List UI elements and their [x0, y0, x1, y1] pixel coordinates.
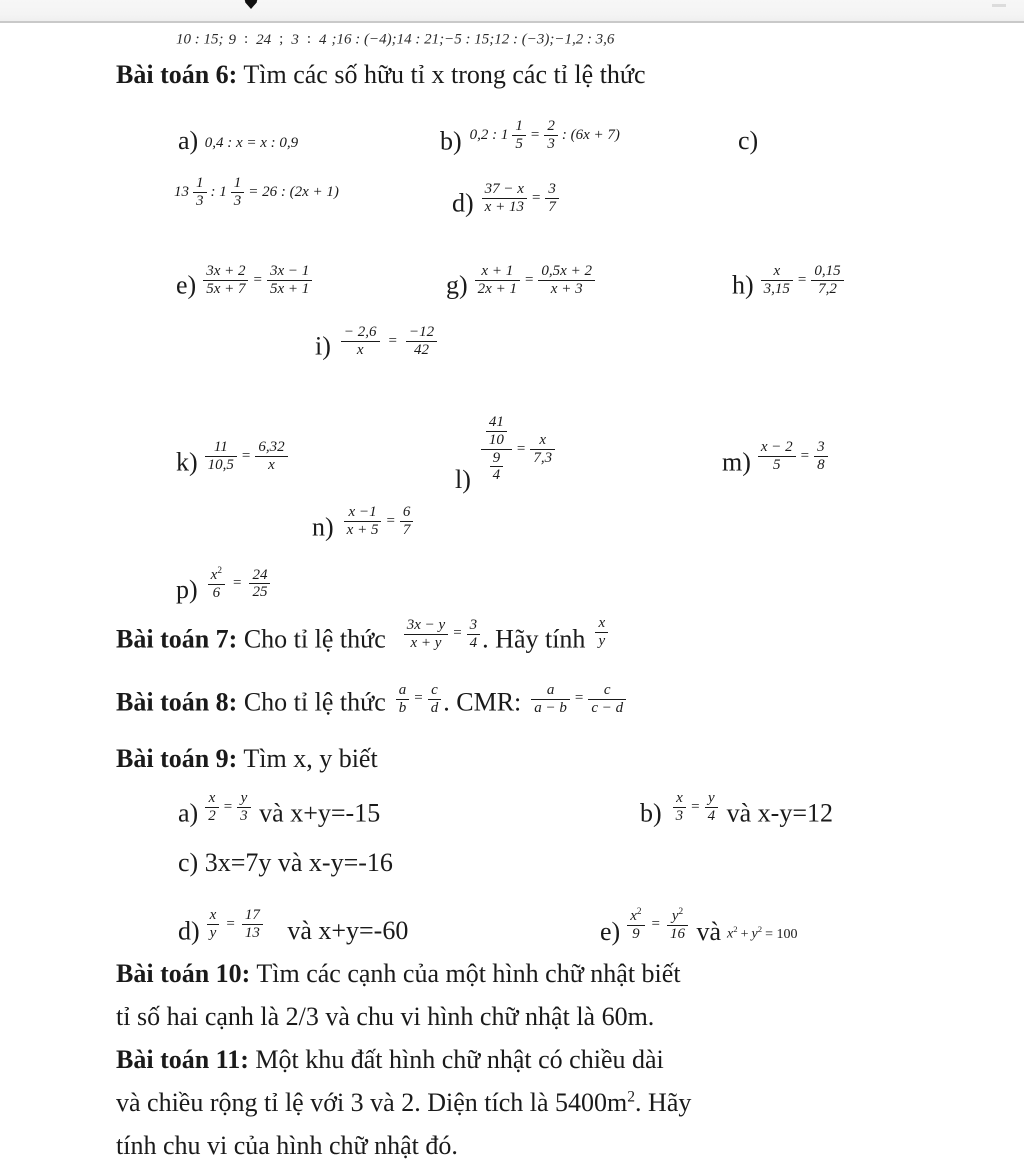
problem-6-item-d — [452, 181, 561, 223]
problem-9-d-condition: và x+y=-60 — [287, 916, 409, 946]
problem-7-tail-fraction: $\frac{x}{y}$ — [595, 615, 608, 650]
item-p-left-numerator: $x^2$ — [208, 566, 225, 585]
problem-8-target-equals: = — [574, 690, 584, 707]
problem-6-item-c-expression — [172, 175, 341, 210]
problem-9-d-right-fraction: $\frac{17}{13}$ — [242, 907, 263, 942]
problem-7-right-fraction: $\frac{3}{4}$ — [467, 617, 481, 652]
item-n-left-fraction: $\frac{x -1}{x + 5}$ — [344, 504, 382, 539]
item-l-right-fraction: $\frac{x}{7,3}$ — [530, 432, 555, 467]
problem-9-c-label: c) — [178, 848, 199, 877]
problem-6-heading — [116, 61, 646, 88]
problem-9-d-equals: = — [226, 915, 235, 932]
item-b-tail: : (6x + 7) — [561, 126, 620, 143]
problem-6-item-h — [732, 263, 846, 305]
item-m-right-fraction: $\frac{3}{8}$ — [814, 439, 828, 474]
mouse-cursor-icon — [243, 0, 259, 9]
item-i-label: i) — [315, 331, 331, 361]
item-d-right-fraction: $\frac{3}{7}$ — [545, 181, 559, 216]
item-p-left-fraction: $\frac{x^2}{6}$ — [208, 566, 225, 602]
item-l-equals: = — [516, 440, 526, 457]
item-k-left-fraction: $\frac{11}{10,5}$ — [205, 439, 237, 474]
problem-8-mid-text: . CMR: — [443, 687, 522, 717]
item-h-label: h) — [732, 270, 754, 300]
problem-6-item-a — [178, 126, 298, 156]
problem-8-equals: = — [414, 690, 423, 707]
problem-6-item-m — [722, 439, 830, 482]
item-l-complex-fraction — [481, 414, 512, 484]
ratio-suffix: ;16 : (−4);14 : 21;−5 : 15;12 : (−3);−1,2 : 3,6 — [331, 31, 615, 48]
item-n-right-fraction: $\frac{6}{7}$ — [400, 504, 414, 539]
item-k-label: k) — [176, 447, 198, 477]
problem-9-a-equals: = — [223, 798, 233, 815]
problem-9-a-left-fraction: $\frac{x}{2}$ — [205, 790, 219, 825]
problem-7-text: Cho tỉ lệ thức — [243, 624, 386, 654]
problem-7-left-fraction: $\frac{3x - y}{x + y}$ — [404, 617, 448, 652]
ratio-list-line — [176, 31, 614, 49]
item-k-equals: = — [241, 447, 251, 464]
item-m-left-fraction: $\frac{x - 2}{5}$ — [758, 439, 796, 474]
item-c-mixed-fraction-2: $\frac{1}{3}$ — [231, 175, 245, 210]
problem-7-equals: = — [453, 625, 462, 642]
problem-9-b-label: b) — [640, 798, 662, 828]
item-d-label: d) — [452, 188, 474, 218]
item-c-lead: 13 — [174, 183, 189, 200]
problem-9-e-right-fraction: $\frac{y^2}{16}$ — [667, 907, 688, 943]
problem-9-label: Bài toán 9: — [116, 744, 238, 773]
problem-9-text: Tìm x, y biết — [243, 744, 378, 773]
item-l-outer-denominator — [481, 450, 512, 485]
problem-11-label: Bài toán 11: — [116, 1045, 249, 1074]
problem-9-d-left-fraction: $\frac{x}{y}$ — [207, 907, 220, 942]
problem-8-left-fraction: $\frac{a}{b}$ — [396, 682, 410, 717]
problem-9-item-b — [640, 790, 834, 833]
problem-9-item-a — [178, 790, 381, 833]
item-h-equals: = — [797, 271, 807, 288]
item-h-left-fraction: $\frac{x}{3,15}$ — [761, 263, 793, 298]
problem-6-item-b — [440, 118, 622, 161]
item-g-label: g) — [446, 270, 468, 300]
ratio-fraction-1: 9 — [228, 32, 236, 48]
item-k-right-fraction: $\frac{6,32}{x}$ — [255, 439, 287, 474]
problem-9-e-condition: $x^2 + y^2 = 100$ — [727, 924, 798, 943]
browser-top-strip — [0, 0, 1024, 23]
problem-10-text-line1: Tìm các cạnh của một hình chữ nhật biết — [256, 959, 681, 988]
item-h-right-fraction: $\frac{0,15}{7,2}$ — [811, 263, 843, 298]
document-page — [0, 23, 1024, 1165]
problem-8-target-right-fraction: $\frac{c}{c - d}$ — [588, 682, 626, 717]
problem-9-e-left-fraction: $\frac{x^2}{9}$ — [627, 907, 644, 943]
item-g-equals: = — [524, 271, 534, 288]
item-i-equals: = — [388, 332, 397, 349]
item-e-left-fraction: $\frac{3x + 2}{5x + 7}$ — [203, 263, 248, 298]
problem-9-a-label: a) — [178, 798, 199, 828]
problem-9-heading — [116, 745, 378, 772]
item-n-equals: = — [386, 512, 395, 529]
problem-8-label: Bài toán 8: — [116, 687, 238, 717]
problem-9-item-d — [178, 907, 409, 951]
problem-8-heading — [116, 682, 628, 722]
problem-8-text: Cho tỉ lệ thức — [243, 687, 386, 717]
item-c-tail: = 26 : (2x + 1) — [248, 183, 339, 200]
item-e-label: e) — [176, 270, 197, 300]
top-right-marker-icon — [992, 4, 1006, 7]
problem-6-label: Bài toán 6: — [116, 60, 238, 89]
problem-9-item-e — [600, 907, 800, 952]
problem-9-d-label: d) — [178, 916, 200, 946]
problem-6-item-c-label — [738, 126, 758, 156]
problem-9-c-text: 3x=7y và x-y=-16 — [204, 848, 393, 877]
problem-9-a-condition: và x+y=-15 — [259, 798, 381, 828]
problem-9-b-condition: và x-y=12 — [726, 798, 834, 828]
problem-9-item-c — [178, 848, 393, 878]
problem-11-text-line3: tính chu vi của hình chữ nhật đó. — [116, 1131, 458, 1160]
problem-9-e-left-numerator: $x^2$ — [627, 907, 644, 926]
item-c-mid: : 1 — [210, 183, 227, 200]
problem-8-target-left-fraction: $\frac{a}{a - b}$ — [531, 682, 570, 717]
problem-10-label: Bài toán 10: — [116, 959, 251, 988]
problem-7-heading — [116, 615, 610, 659]
problem-6-item-g — [446, 263, 597, 305]
item-b-mixed-fraction: $\frac{1}{5}$ — [512, 118, 526, 153]
ratio-sep-1: : — [244, 31, 249, 48]
item-l-inner-numerator-fraction: $\frac{41}{10}$ — [486, 414, 507, 449]
item-p-label: p) — [176, 574, 198, 604]
item-b-lead: 0,2 : 1 — [469, 126, 509, 143]
square-meter-exponent: 2 — [627, 1088, 636, 1106]
item-p-equals: = — [233, 575, 242, 592]
problem-10-heading-line1 — [116, 960, 681, 987]
problem-6-item-i — [315, 324, 439, 366]
item-b-right-fraction: $\frac{2}{3}$ — [544, 118, 558, 153]
problem-7-mid-text: . Hãy tính — [482, 624, 586, 654]
problem-9-a-right-fraction: $\frac{y}{3}$ — [237, 790, 251, 825]
ratio-fraction-2: 24 — [256, 32, 272, 48]
item-g-left-fraction: $\frac{x + 1}{2x + 1}$ — [475, 263, 520, 298]
item-d-left-fraction: $\frac{37 - x}{x + 13}$ — [482, 181, 527, 216]
problem-6-item-k — [176, 439, 290, 482]
ratio-sep-2: ; — [279, 31, 284, 48]
problem-6-text: Tìm các số hữu tỉ x trong các tỉ lệ thức — [243, 60, 646, 89]
item-l-outer-numerator — [481, 414, 512, 450]
ratio-fraction-4: 4 — [319, 32, 327, 48]
problem-10-text-line2: tỉ số hai cạnh là 2/3 và chu vi hình chữ nhật là 60m. — [116, 1002, 655, 1031]
problem-6-item-e — [176, 263, 314, 305]
problem-9-e-label: e) — [600, 916, 621, 946]
problem-6-item-l — [455, 414, 557, 517]
problem-6-item-p — [176, 566, 272, 610]
item-c-mixed-fraction-1: $\frac{1}{3}$ — [193, 175, 207, 210]
item-i-left-fraction: $\frac{- 2,6}{x}$ — [341, 324, 380, 359]
item-n-label: n) — [312, 512, 334, 542]
problem-8-right-fraction: $\frac{c}{d}$ — [428, 682, 442, 717]
item-p-right-fraction: $\frac{24}{25}$ — [249, 567, 270, 602]
item-m-label: m) — [722, 447, 751, 477]
item-a-expression: 0,4 : x = x : 0,9 — [204, 134, 299, 151]
item-b-equals: = — [530, 126, 540, 143]
item-i-right-fraction: $\frac{-12}{42}$ — [406, 324, 437, 359]
problem-11-text-line2: và chiều rộng tỉ lệ với 3 và 2. Diện tích là $5400m^2$. Hãy — [116, 1088, 692, 1117]
problem-7-label: Bài toán 7: — [116, 624, 238, 654]
problem-9-e-equals: = — [651, 916, 660, 933]
problem-9-b-left-fraction: $\frac{x}{3}$ — [673, 790, 687, 825]
problem-11-text-line1: Một khu đất hình chữ nhật có chiều dài — [255, 1045, 664, 1074]
problem-6-item-n — [312, 504, 415, 547]
item-e-right-fraction: $\frac{3x - 1}{5x + 1}$ — [267, 263, 312, 298]
item-l-label: l) — [455, 465, 471, 495]
ratio-sep-3: : — [306, 31, 312, 48]
problem-9-e-va: và — [696, 916, 722, 946]
item-b-label: b) — [440, 126, 462, 156]
problem-9-e-right-numerator: $y^2$ — [667, 907, 688, 926]
item-l-inner-denominator-fraction: $\frac{9}{4}$ — [490, 450, 504, 485]
item-m-equals: = — [800, 447, 810, 464]
item-d-equals: = — [531, 189, 541, 206]
problem-9-b-equals: = — [691, 798, 700, 815]
problem-11-heading-line1 — [116, 1046, 664, 1073]
item-a-label: a) — [178, 126, 199, 155]
ratio-prefix: 10 : 15; — [176, 31, 224, 48]
item-g-right-fraction: $\frac{0,5x + 2}{x + 3}$ — [538, 263, 595, 298]
item-e-equals: = — [253, 271, 262, 288]
item-c-label: c) — [738, 126, 759, 155]
ratio-fraction-3: 3 — [291, 32, 299, 48]
problem-9-b-right-fraction: $\frac{y}{4}$ — [705, 790, 719, 825]
